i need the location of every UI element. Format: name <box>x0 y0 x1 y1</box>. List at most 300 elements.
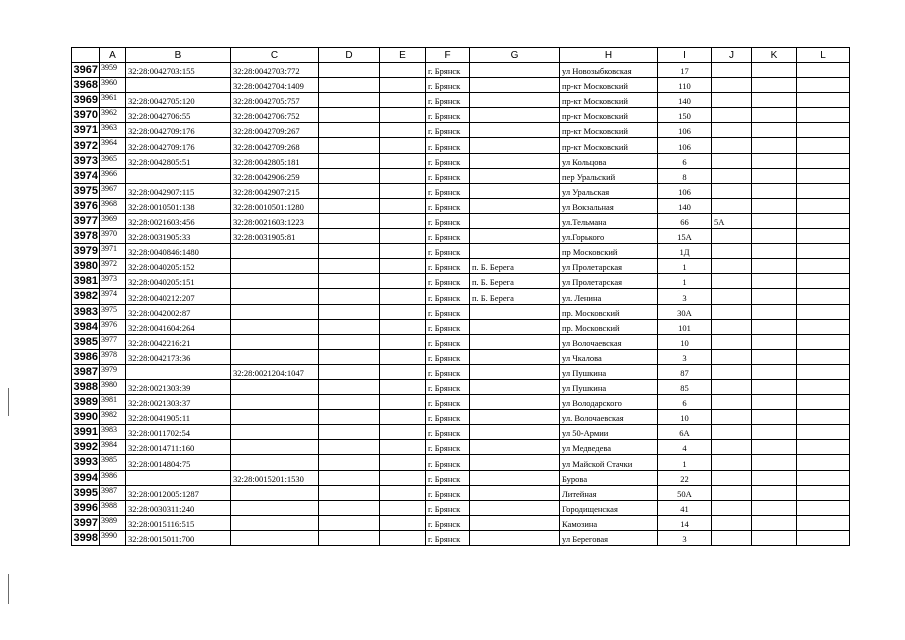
cell-h[interactable]: ул Чкалова <box>560 349 658 364</box>
cell-j[interactable] <box>712 108 752 123</box>
cell-a[interactable]: 3970 <box>100 229 126 244</box>
row-number[interactable]: 3978 <box>72 229 100 244</box>
cell-a[interactable]: 3965 <box>100 153 126 168</box>
cell-f[interactable]: г. Брянск <box>426 138 470 153</box>
cell-a[interactable]: 3980 <box>100 379 126 394</box>
cell-c[interactable]: 32:28:0031905:81 <box>231 229 319 244</box>
cell-b[interactable]: 32:28:0042709:176 <box>126 138 231 153</box>
cell-i[interactable]: 87 <box>658 364 712 379</box>
cell-l[interactable] <box>797 183 850 198</box>
cell-k[interactable] <box>752 455 797 470</box>
cell-a[interactable]: 3983 <box>100 425 126 440</box>
cell-i[interactable]: 110 <box>658 78 712 93</box>
cell-l[interactable] <box>797 93 850 108</box>
cell-i[interactable]: 14 <box>658 515 712 530</box>
cell-j[interactable] <box>712 259 752 274</box>
cell-c[interactable]: 32:28:0021603:1223 <box>231 213 319 228</box>
cell-d[interactable] <box>319 334 380 349</box>
row-number[interactable]: 3979 <box>72 244 100 259</box>
row-number[interactable]: 3995 <box>72 485 100 500</box>
cell-c[interactable] <box>231 440 319 455</box>
row-number[interactable]: 3974 <box>72 168 100 183</box>
column-header-l[interactable]: L <box>797 48 850 63</box>
cell-e[interactable] <box>380 530 426 545</box>
cell-k[interactable] <box>752 153 797 168</box>
cell-c[interactable]: 32:28:0042709:268 <box>231 138 319 153</box>
cell-g[interactable] <box>470 395 560 410</box>
row-number[interactable]: 3992 <box>72 440 100 455</box>
cell-j[interactable]: 5А <box>712 213 752 228</box>
cell-l[interactable] <box>797 123 850 138</box>
cell-d[interactable] <box>319 63 380 78</box>
cell-i[interactable]: 17 <box>658 63 712 78</box>
cell-f[interactable]: г. Брянск <box>426 395 470 410</box>
cell-d[interactable] <box>319 198 380 213</box>
cell-j[interactable] <box>712 168 752 183</box>
cell-k[interactable] <box>752 259 797 274</box>
cell-a[interactable]: 3986 <box>100 470 126 485</box>
cell-l[interactable] <box>797 63 850 78</box>
cell-g[interactable] <box>470 530 560 545</box>
cell-h[interactable]: пр-кт Московский <box>560 123 658 138</box>
cell-b[interactable] <box>126 470 231 485</box>
cell-a[interactable]: 3981 <box>100 395 126 410</box>
cell-g[interactable] <box>470 153 560 168</box>
cell-f[interactable]: г. Брянск <box>426 123 470 138</box>
cell-a[interactable]: 3963 <box>100 123 126 138</box>
cell-b[interactable]: 32:28:0042173:36 <box>126 349 231 364</box>
row-number[interactable]: 3971 <box>72 123 100 138</box>
cell-j[interactable] <box>712 78 752 93</box>
cell-h[interactable]: ул Уральская <box>560 183 658 198</box>
cell-i[interactable]: 41 <box>658 500 712 515</box>
cell-f[interactable]: г. Брянск <box>426 500 470 515</box>
cell-h[interactable]: ул. Волочаевская <box>560 410 658 425</box>
cell-i[interactable]: 3 <box>658 530 712 545</box>
cell-h[interactable]: пр. Московский <box>560 304 658 319</box>
cell-d[interactable] <box>319 530 380 545</box>
cell-g[interactable] <box>470 364 560 379</box>
cell-j[interactable] <box>712 93 752 108</box>
cell-h[interactable]: пр. Московский <box>560 319 658 334</box>
cell-j[interactable] <box>712 274 752 289</box>
cell-e[interactable] <box>380 485 426 500</box>
cell-j[interactable] <box>712 63 752 78</box>
cell-c[interactable]: 32:28:0010501:1280 <box>231 198 319 213</box>
cell-d[interactable] <box>319 364 380 379</box>
cell-h[interactable]: пр-кт Московский <box>560 138 658 153</box>
row-number[interactable]: 3990 <box>72 410 100 425</box>
cell-d[interactable] <box>319 183 380 198</box>
cell-k[interactable] <box>752 229 797 244</box>
row-number[interactable]: 3988 <box>72 379 100 394</box>
cell-j[interactable] <box>712 455 752 470</box>
cell-l[interactable] <box>797 168 850 183</box>
cell-a[interactable]: 3966 <box>100 168 126 183</box>
cell-k[interactable] <box>752 500 797 515</box>
cell-g[interactable] <box>470 515 560 530</box>
row-number[interactable]: 3998 <box>72 530 100 545</box>
cell-i[interactable]: 6 <box>658 153 712 168</box>
row-number[interactable]: 3981 <box>72 274 100 289</box>
row-number[interactable]: 3984 <box>72 319 100 334</box>
row-number[interactable]: 3991 <box>72 425 100 440</box>
cell-l[interactable] <box>797 198 850 213</box>
row-number[interactable]: 3968 <box>72 78 100 93</box>
cell-h[interactable]: ул Кольцова <box>560 153 658 168</box>
cell-j[interactable] <box>712 530 752 545</box>
cell-i[interactable]: 106 <box>658 183 712 198</box>
cell-i[interactable]: 30А <box>658 304 712 319</box>
cell-f[interactable]: г. Брянск <box>426 364 470 379</box>
cell-k[interactable] <box>752 108 797 123</box>
cell-h[interactable]: Городищенская <box>560 500 658 515</box>
cell-e[interactable] <box>380 440 426 455</box>
cell-k[interactable] <box>752 530 797 545</box>
cell-f[interactable]: г. Брянск <box>426 319 470 334</box>
corner-cell[interactable] <box>72 48 100 63</box>
cell-h[interactable]: ул.Тельмана <box>560 213 658 228</box>
cell-c[interactable]: 32:28:0042703:772 <box>231 63 319 78</box>
cell-a[interactable]: 3979 <box>100 364 126 379</box>
cell-l[interactable] <box>797 138 850 153</box>
cell-l[interactable] <box>797 229 850 244</box>
cell-l[interactable] <box>797 500 850 515</box>
row-number[interactable]: 3985 <box>72 334 100 349</box>
cell-i[interactable]: 6 <box>658 395 712 410</box>
cell-k[interactable] <box>752 319 797 334</box>
cell-j[interactable] <box>712 349 752 364</box>
cell-f[interactable]: г. Брянск <box>426 93 470 108</box>
cell-l[interactable] <box>797 319 850 334</box>
cell-c[interactable]: 32:28:0042706:752 <box>231 108 319 123</box>
cell-h[interactable]: Камозина <box>560 515 658 530</box>
cell-h[interactable]: ул 50-Армии <box>560 425 658 440</box>
cell-e[interactable] <box>380 515 426 530</box>
cell-j[interactable] <box>712 304 752 319</box>
cell-g[interactable] <box>470 63 560 78</box>
cell-h[interactable]: ул Майской Стачки <box>560 455 658 470</box>
cell-j[interactable] <box>712 198 752 213</box>
cell-j[interactable] <box>712 425 752 440</box>
cell-e[interactable] <box>380 168 426 183</box>
cell-a[interactable]: 3972 <box>100 259 126 274</box>
cell-b[interactable]: 32:28:0015116:515 <box>126 515 231 530</box>
cell-c[interactable] <box>231 274 319 289</box>
row-number[interactable]: 3975 <box>72 183 100 198</box>
cell-f[interactable]: г. Брянск <box>426 379 470 394</box>
cell-g[interactable] <box>470 183 560 198</box>
cell-j[interactable] <box>712 440 752 455</box>
cell-f[interactable]: г. Брянск <box>426 229 470 244</box>
cell-a[interactable]: 3987 <box>100 485 126 500</box>
cell-d[interactable] <box>319 440 380 455</box>
cell-k[interactable] <box>752 304 797 319</box>
cell-g[interactable] <box>470 244 560 259</box>
cell-b[interactable]: 32:28:0042705:120 <box>126 93 231 108</box>
cell-c[interactable] <box>231 485 319 500</box>
cell-d[interactable] <box>319 274 380 289</box>
row-number[interactable]: 3973 <box>72 153 100 168</box>
cell-e[interactable] <box>380 470 426 485</box>
cell-f[interactable]: г. Брянск <box>426 470 470 485</box>
cell-b[interactable]: 32:28:0021303:37 <box>126 395 231 410</box>
cell-l[interactable] <box>797 108 850 123</box>
cell-g[interactable]: п. Б. Берега <box>470 259 560 274</box>
row-number[interactable]: 3977 <box>72 213 100 228</box>
cell-h[interactable]: ул Новозыбковская <box>560 63 658 78</box>
cell-e[interactable] <box>380 123 426 138</box>
cell-b[interactable]: 32:28:0010501:138 <box>126 198 231 213</box>
cell-i[interactable]: 106 <box>658 138 712 153</box>
cell-d[interactable] <box>319 395 380 410</box>
cell-d[interactable] <box>319 304 380 319</box>
row-number[interactable]: 3982 <box>72 289 100 304</box>
cell-c[interactable] <box>231 500 319 515</box>
cell-b[interactable]: 32:28:0041905:11 <box>126 410 231 425</box>
cell-g[interactable] <box>470 500 560 515</box>
cell-c[interactable] <box>231 244 319 259</box>
cell-k[interactable] <box>752 244 797 259</box>
cell-g[interactable] <box>470 304 560 319</box>
cell-g[interactable] <box>470 123 560 138</box>
cell-j[interactable] <box>712 319 752 334</box>
cell-b[interactable]: 32:28:0041604:264 <box>126 319 231 334</box>
cell-g[interactable] <box>470 440 560 455</box>
column-header-g[interactable]: G <box>470 48 560 63</box>
cell-g[interactable] <box>470 93 560 108</box>
cell-k[interactable] <box>752 63 797 78</box>
cell-k[interactable] <box>752 78 797 93</box>
cell-a[interactable]: 3985 <box>100 455 126 470</box>
cell-j[interactable] <box>712 183 752 198</box>
cell-h[interactable]: Бурова <box>560 470 658 485</box>
cell-c[interactable] <box>231 455 319 470</box>
cell-a[interactable]: 3976 <box>100 319 126 334</box>
cell-f[interactable]: г. Брянск <box>426 425 470 440</box>
cell-i[interactable]: 10 <box>658 410 712 425</box>
cell-g[interactable] <box>470 108 560 123</box>
cell-b[interactable]: 32:28:0015011:700 <box>126 530 231 545</box>
cell-a[interactable]: 3964 <box>100 138 126 153</box>
cell-e[interactable] <box>380 63 426 78</box>
cell-d[interactable] <box>319 244 380 259</box>
cell-k[interactable] <box>752 364 797 379</box>
cell-h[interactable]: пр-кт Московский <box>560 78 658 93</box>
cell-b[interactable]: 32:28:0040205:151 <box>126 274 231 289</box>
cell-g[interactable] <box>470 78 560 93</box>
cell-c[interactable] <box>231 259 319 274</box>
cell-e[interactable] <box>380 379 426 394</box>
cell-l[interactable] <box>797 410 850 425</box>
cell-b[interactable]: 32:28:0012005:1287 <box>126 485 231 500</box>
cell-b[interactable]: 32:28:0040205:152 <box>126 259 231 274</box>
cell-b[interactable]: 32:28:0040212:207 <box>126 289 231 304</box>
cell-k[interactable] <box>752 93 797 108</box>
row-number[interactable]: 3986 <box>72 349 100 364</box>
cell-l[interactable] <box>797 455 850 470</box>
cell-l[interactable] <box>797 334 850 349</box>
row-number[interactable]: 3967 <box>72 63 100 78</box>
cell-d[interactable] <box>319 470 380 485</box>
column-header-a[interactable]: A <box>100 48 126 63</box>
cell-g[interactable]: п. Б. Берега <box>470 289 560 304</box>
cell-k[interactable] <box>752 123 797 138</box>
cell-j[interactable] <box>712 364 752 379</box>
cell-h[interactable]: пр-кт Московский <box>560 93 658 108</box>
cell-i[interactable]: 6А <box>658 425 712 440</box>
cell-k[interactable] <box>752 168 797 183</box>
cell-l[interactable] <box>797 364 850 379</box>
column-header-c[interactable]: C <box>231 48 319 63</box>
cell-c[interactable] <box>231 334 319 349</box>
cell-f[interactable]: г. Брянск <box>426 530 470 545</box>
cell-k[interactable] <box>752 440 797 455</box>
row-number[interactable]: 3989 <box>72 395 100 410</box>
cell-g[interactable] <box>470 319 560 334</box>
cell-d[interactable] <box>319 455 380 470</box>
column-header-d[interactable]: D <box>319 48 380 63</box>
cell-e[interactable] <box>380 198 426 213</box>
cell-c[interactable]: 32:28:0042709:267 <box>231 123 319 138</box>
cell-e[interactable] <box>380 229 426 244</box>
cell-a[interactable]: 3984 <box>100 440 126 455</box>
cell-l[interactable] <box>797 304 850 319</box>
cell-l[interactable] <box>797 349 850 364</box>
cell-b[interactable]: 32:28:0042703:155 <box>126 63 231 78</box>
cell-k[interactable] <box>752 425 797 440</box>
cell-i[interactable]: 3 <box>658 289 712 304</box>
cell-i[interactable]: 15А <box>658 229 712 244</box>
cell-d[interactable] <box>319 379 380 394</box>
cell-h[interactable]: ул Пушкина <box>560 379 658 394</box>
cell-f[interactable]: г. Брянск <box>426 289 470 304</box>
row-number[interactable]: 3987 <box>72 364 100 379</box>
cell-d[interactable] <box>319 213 380 228</box>
cell-c[interactable] <box>231 515 319 530</box>
cell-i[interactable]: 22 <box>658 470 712 485</box>
cell-g[interactable] <box>470 410 560 425</box>
cell-e[interactable] <box>380 304 426 319</box>
cell-j[interactable] <box>712 485 752 500</box>
cell-d[interactable] <box>319 168 380 183</box>
cell-a[interactable]: 3962 <box>100 108 126 123</box>
cell-b[interactable]: 32:28:0011702:54 <box>126 425 231 440</box>
cell-h[interactable]: ул Володарского <box>560 395 658 410</box>
cell-c[interactable] <box>231 349 319 364</box>
cell-c[interactable]: 32:28:0042906:259 <box>231 168 319 183</box>
cell-j[interactable] <box>712 138 752 153</box>
cell-g[interactable] <box>470 379 560 394</box>
cell-h[interactable]: ул Медведева <box>560 440 658 455</box>
cell-e[interactable] <box>380 395 426 410</box>
cell-k[interactable] <box>752 198 797 213</box>
cell-j[interactable] <box>712 410 752 425</box>
cell-a[interactable]: 3978 <box>100 349 126 364</box>
cell-a[interactable]: 3971 <box>100 244 126 259</box>
cell-i[interactable]: 85 <box>658 379 712 394</box>
cell-e[interactable] <box>380 319 426 334</box>
cell-h[interactable]: Литейная <box>560 485 658 500</box>
cell-i[interactable]: 1 <box>658 259 712 274</box>
cell-k[interactable] <box>752 334 797 349</box>
cell-e[interactable] <box>380 334 426 349</box>
cell-e[interactable] <box>380 244 426 259</box>
cell-f[interactable]: г. Брянск <box>426 349 470 364</box>
cell-i[interactable]: 10 <box>658 334 712 349</box>
cell-k[interactable] <box>752 349 797 364</box>
cell-e[interactable] <box>380 138 426 153</box>
cell-g[interactable] <box>470 455 560 470</box>
cell-b[interactable]: 32:28:0031905:33 <box>126 229 231 244</box>
cell-l[interactable] <box>797 213 850 228</box>
cell-g[interactable] <box>470 485 560 500</box>
cell-a[interactable]: 3968 <box>100 198 126 213</box>
row-number[interactable]: 3997 <box>72 515 100 530</box>
cell-f[interactable]: г. Брянск <box>426 168 470 183</box>
cell-d[interactable] <box>319 485 380 500</box>
cell-c[interactable]: 32:28:0015201:1530 <box>231 470 319 485</box>
cell-f[interactable]: г. Брянск <box>426 440 470 455</box>
cell-a[interactable]: 3960 <box>100 78 126 93</box>
cell-h[interactable]: ул Волочаевская <box>560 334 658 349</box>
cell-l[interactable] <box>797 425 850 440</box>
cell-g[interactable] <box>470 138 560 153</box>
cell-j[interactable] <box>712 515 752 530</box>
cell-h[interactable]: пр Московский <box>560 244 658 259</box>
cell-g[interactable] <box>470 229 560 244</box>
cell-e[interactable] <box>380 108 426 123</box>
cell-k[interactable] <box>752 410 797 425</box>
cell-h[interactable]: пер Уральский <box>560 168 658 183</box>
cell-f[interactable]: г. Брянск <box>426 244 470 259</box>
cell-h[interactable]: ул Пушкина <box>560 364 658 379</box>
cell-i[interactable]: 8 <box>658 168 712 183</box>
cell-a[interactable]: 3969 <box>100 213 126 228</box>
cell-f[interactable]: г. Брянск <box>426 213 470 228</box>
row-number[interactable]: 3994 <box>72 470 100 485</box>
cell-b[interactable]: 32:28:0014711:160 <box>126 440 231 455</box>
cell-d[interactable] <box>319 349 380 364</box>
cell-a[interactable]: 3975 <box>100 304 126 319</box>
cell-i[interactable]: 50А <box>658 485 712 500</box>
cell-g[interactable] <box>470 168 560 183</box>
cell-b[interactable] <box>126 168 231 183</box>
cell-e[interactable] <box>380 364 426 379</box>
cell-d[interactable] <box>319 123 380 138</box>
cell-a[interactable]: 3967 <box>100 183 126 198</box>
column-header-j[interactable]: J <box>712 48 752 63</box>
column-header-i[interactable]: I <box>658 48 712 63</box>
cell-j[interactable] <box>712 334 752 349</box>
cell-g[interactable] <box>470 349 560 364</box>
cell-l[interactable] <box>797 395 850 410</box>
cell-b[interactable]: 32:28:0042216:21 <box>126 334 231 349</box>
cell-k[interactable] <box>752 470 797 485</box>
row-number[interactable]: 3969 <box>72 93 100 108</box>
cell-h[interactable]: ул. Ленина <box>560 289 658 304</box>
cell-j[interactable] <box>712 123 752 138</box>
cell-e[interactable] <box>380 213 426 228</box>
cell-h[interactable]: пр-кт Московский <box>560 108 658 123</box>
row-number[interactable]: 3996 <box>72 500 100 515</box>
cell-i[interactable]: 1Д <box>658 244 712 259</box>
cell-b[interactable]: 32:28:0042002:87 <box>126 304 231 319</box>
cell-c[interactable] <box>231 289 319 304</box>
cell-c[interactable] <box>231 379 319 394</box>
cell-e[interactable] <box>380 289 426 304</box>
cell-b[interactable] <box>126 364 231 379</box>
